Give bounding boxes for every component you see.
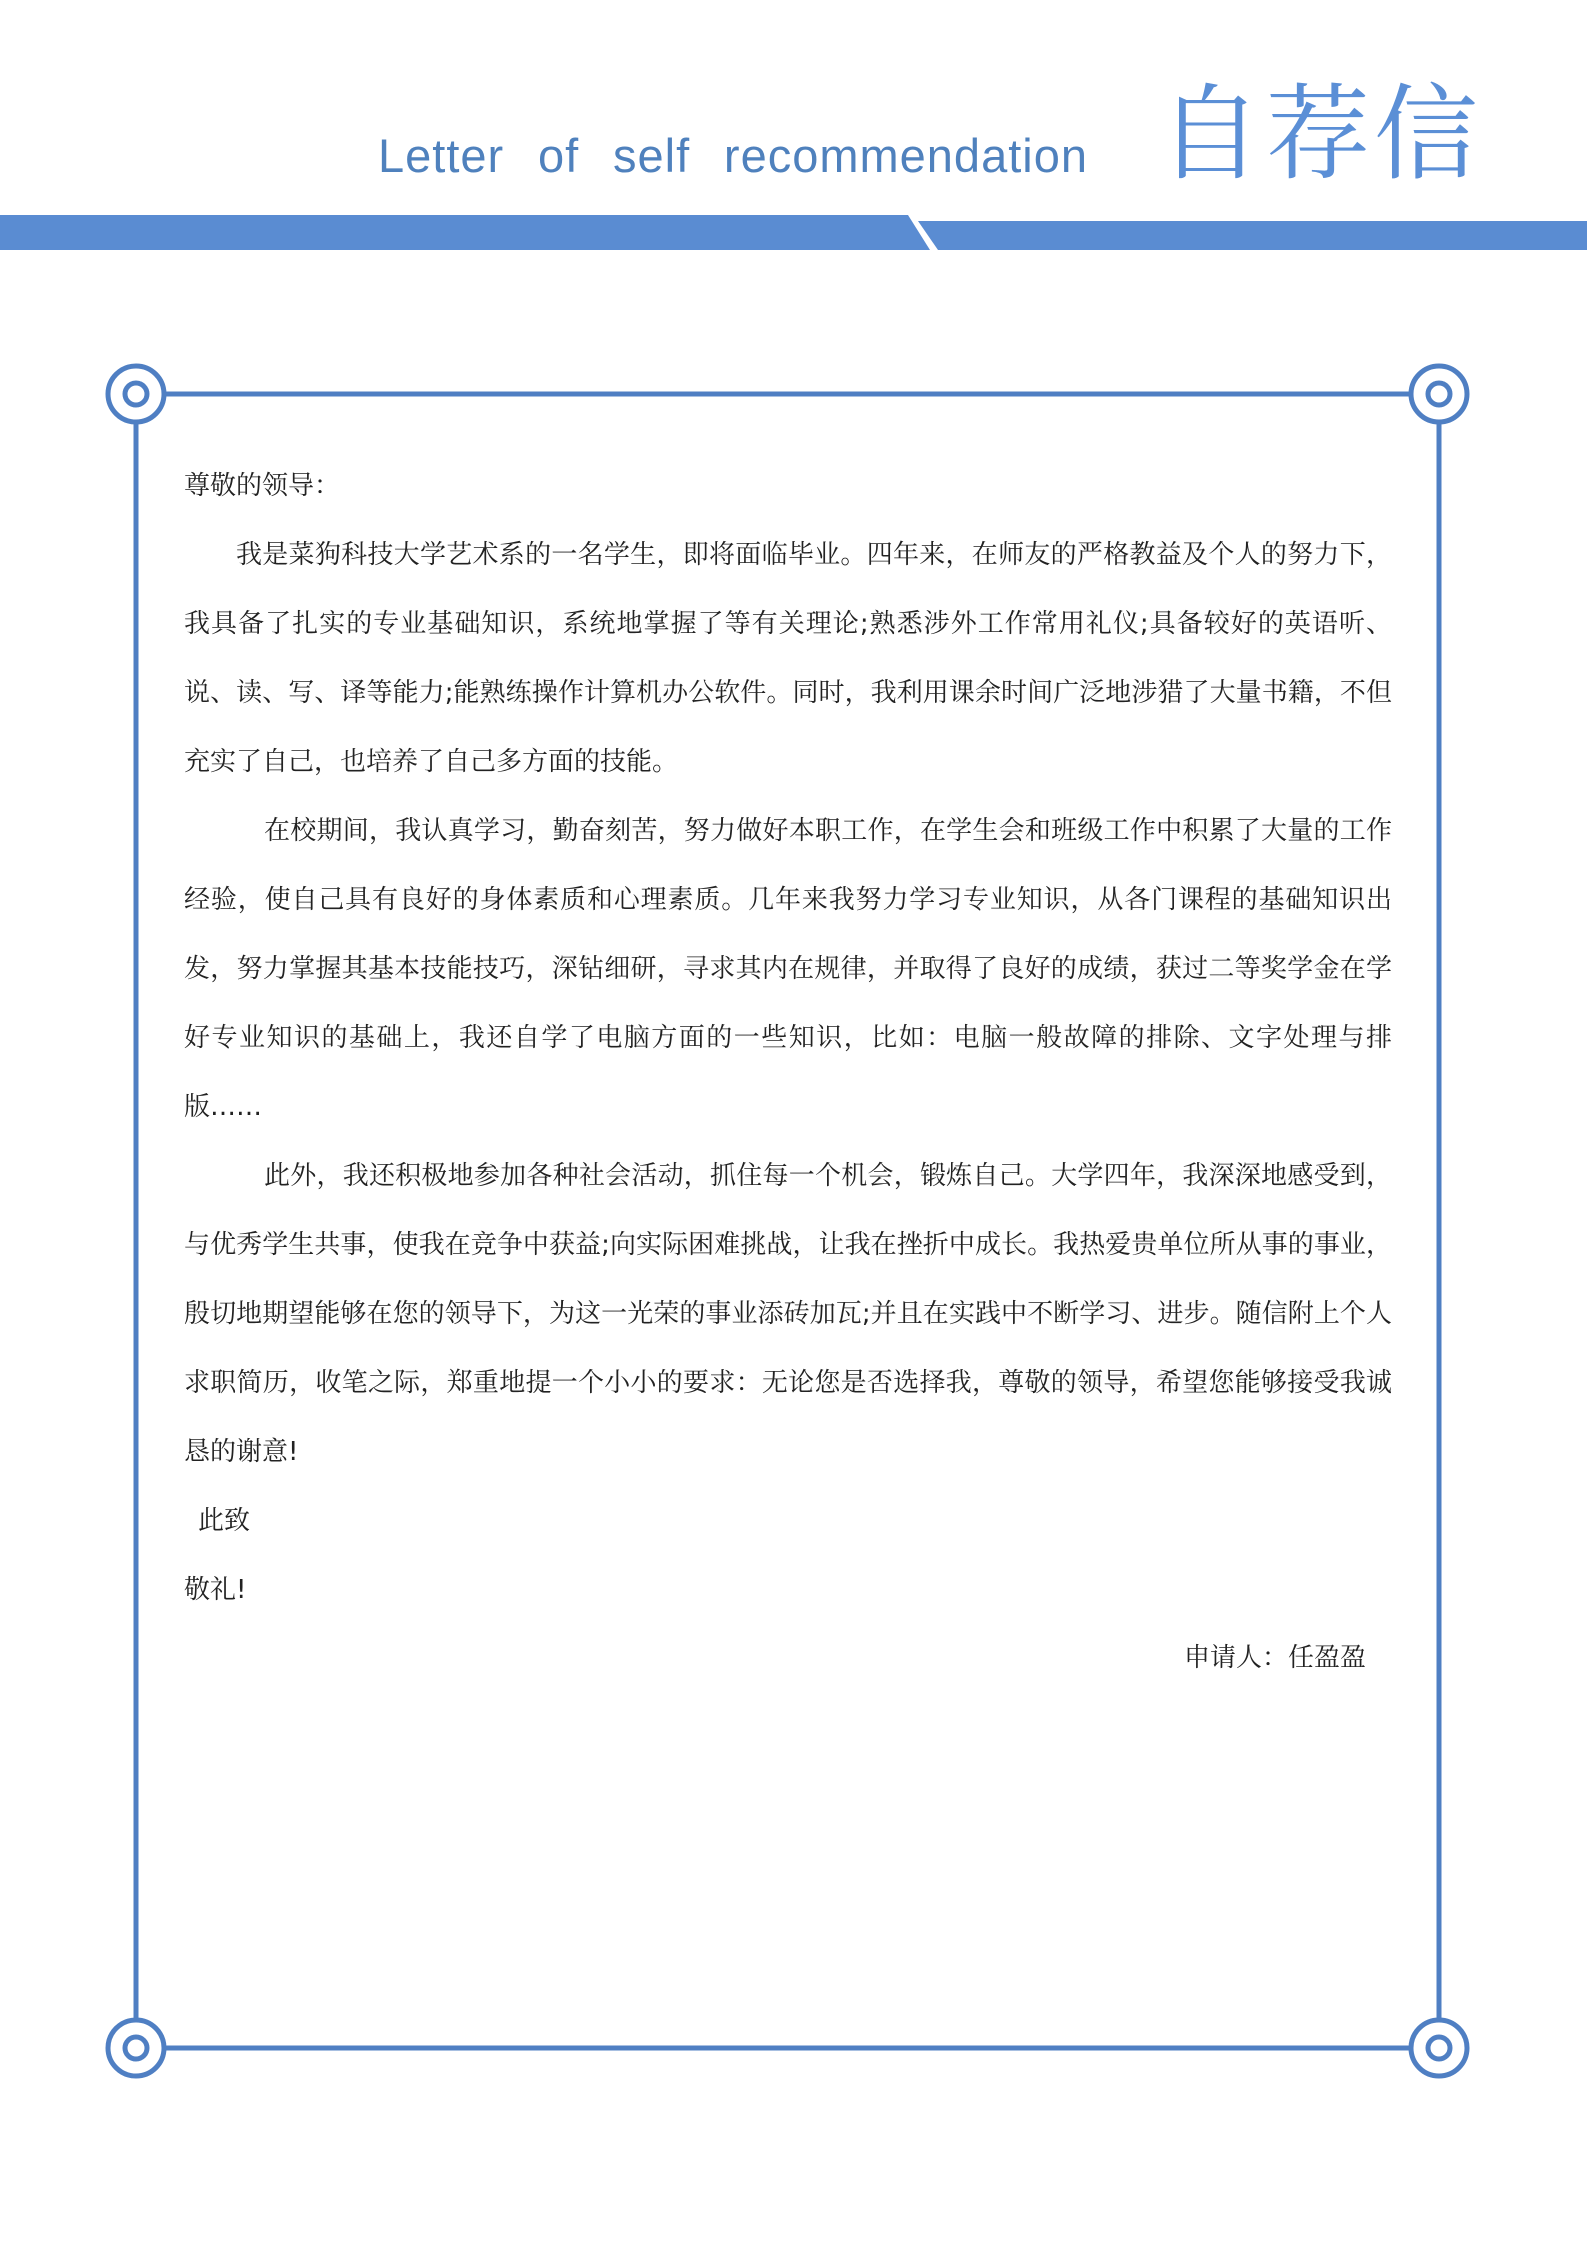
letter-closing-salutation: 此致 <box>198 1506 251 1536</box>
letter-greeting: 尊敬的领导： <box>184 471 341 501</box>
corner-ornament-bottom-right <box>1411 2020 1467 2076</box>
english-title-word: of <box>537 129 580 182</box>
corner-ornament-top-left <box>108 366 164 422</box>
letter-signature: 申请人：任盈盈 <box>1184 1643 1367 1673</box>
corner-ornament-bottom-left <box>108 2020 164 2076</box>
english-title-word: recommendation <box>723 129 1088 182</box>
corner-ornament-top-right <box>1411 366 1467 422</box>
letter-paragraph: 我是菜狗科技大学艺术系的一名学生，即将面临毕业。四年来，在师友的严格教益及个人的努力下，我具备了扎实的专业基础知识，系统地掌握了等有关理论;熟悉涉外工作常用礼仪;具备较好的英语听、说、读、写、译等能力;能熟练操作计算机办公软件。同时，我利用课余时间广泛地涉猎了大量书籍，不但充实了自己，也培养了自己多方面的技能。 <box>184 540 1392 777</box>
english-title-word: Letter <box>378 129 505 182</box>
letter-paragraph: 在校期间，我认真学习，勤奋刻苦，努力做好本职工作，在学生会和班级工作中积累了大量的工作经验，使自己具有良好的身体素质和心理素质。几年来我努力学习专业知识，从各门课程的基础知识出发，努力掌握其基本技能技巧，深钻细研，寻求其内在规律，并取得了良好的成绩，获过二等奖学金在学好专业知识的基础上，我还自学了电脑方面的一些知识，比如：电脑一般故障的排除、文字处理与排版…… <box>184 816 1392 1122</box>
letter-body <box>184 452 1392 1625</box>
english-title-word: self <box>612 129 691 182</box>
chinese-title: 自荐信 <box>1158 73 1483 195</box>
letter-closing-regards: 敬礼! <box>184 1575 247 1605</box>
letter-paragraph: 此外，我还积极地参加各种社会活动，抓住每一个机会，锻炼自己。大学四年，我深深地感受到，与优秀学生共事，使我在竞争中获益;向实际困难挑战，让我在挫折中成长。我热爱贵单位所从事的事业，殷切地期望能够在您的领导下，为这一光荣的事业添砖加瓦;并且在实践中不断学习、进步。随信附上个人求职简历，收笔之际，郑重地提一个小小的要求：无论您是否选择我，尊敬的领导，希望您能够接受我诚恳的谢意! <box>184 1161 1392 1467</box>
